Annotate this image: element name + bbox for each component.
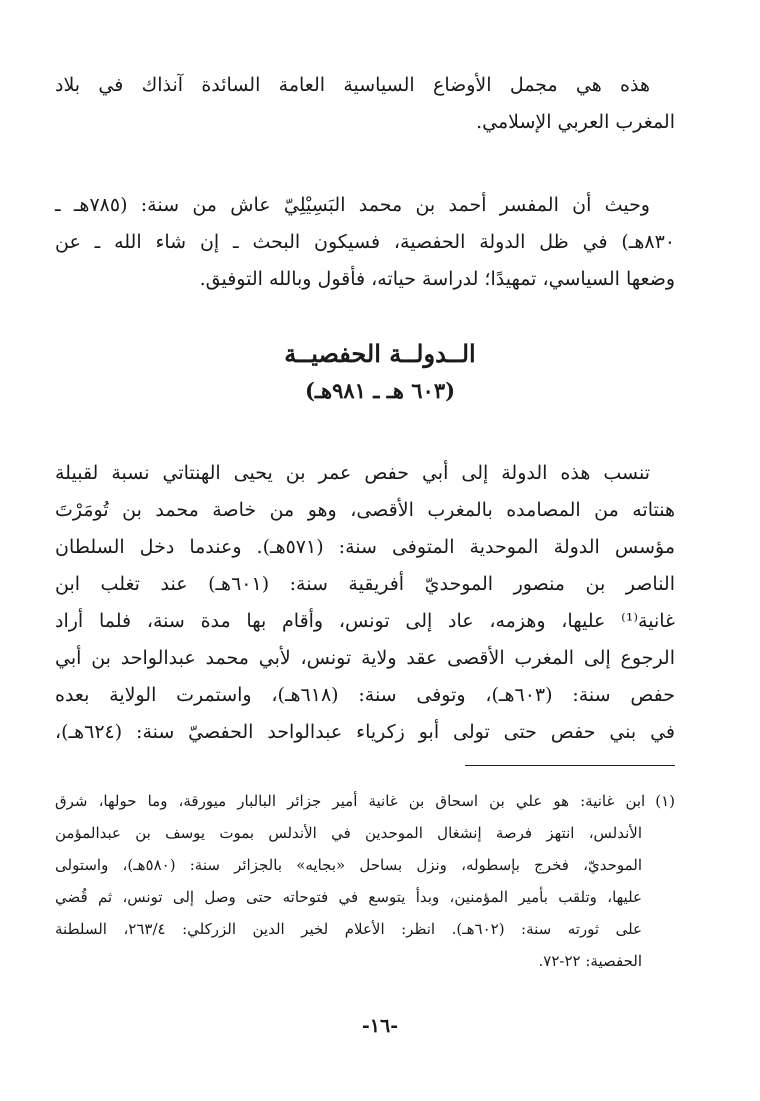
- hafsid-line-3: مؤسس الدولة الموحدية المتوفى سنة: (٥٧١هـ). وعندما دخل السلطان: [55, 536, 675, 558]
- intro-line-1: هذه هي مجمل الأوضاع السياسية العامة السائدة آنذاك في بلاد: [55, 74, 650, 96]
- hafsid-line-7: حفص سنة: (٦٠٣هـ)، وتوفى سنة: (٦١٨هـ)، واستمرت الولاية بعده: [55, 684, 675, 706]
- intro-line-2: المغرب العربي الإسلامي.: [476, 111, 675, 133]
- footnote-line-6: الحفصية: ٢٢-٧٢.: [538, 952, 642, 970]
- footnote-line-4: عليها، وتلقب بأمير المؤمنين، وبدأ يتوسع في فتوحاته حتى وصل إلى تونس، ثم قُضي: [55, 888, 642, 906]
- hafsid-line-4: الناصر بن منصور الموحديّ أفريقية سنة: (٦٠١هـ) عند تغلب ابن: [55, 573, 676, 595]
- footnote-line-2: الأندلس، انتهز فرصة إنشغال الموحدين في الأندلس بموت يوسف بن عبدالمؤمن: [55, 824, 642, 842]
- hafsid-line-5: غانية⁽¹⁾ عليها، وهزمه، عاد إلى تونس، وأقام بها مدة سنة، فلما أراد: [55, 610, 675, 632]
- hafsid-line-1: تنسب هذه الدولة إلى أبي حفص عمر بن يحيى الهنتاتي نسبة لقبيلة: [55, 462, 650, 484]
- footnote-marker: (١): [655, 792, 675, 810]
- bsili-line-3: وضعها السياسي، تمهيدًا؛ لدراسة حياته، فأقول وبالله التوفيق.: [199, 268, 675, 290]
- footnote-line-3: الموحديّ، فخرج بإسطوله، ونزل بساحل «بجايه» بالجزائر سنة: (٥٨٠هـ)، واستولى: [55, 856, 642, 874]
- page-number: -١٦-: [361, 1015, 399, 1037]
- footnote-line-5: على ثورته سنة: (٦٠٢هـ). انظر: الأعلام لخير الدين الزركلي: ٢٦٣/٤، السلطنة: [55, 920, 642, 938]
- bsili-line-1: وحيث أن المفسر أحمد بن محمد البَسِيْلِيّ عاش من سنة: (٧٨٥هـ ـ: [55, 194, 650, 216]
- footnote-divider: [465, 765, 675, 766]
- hafsid-line-2: هنتاته من المصامده بالمغرب الأقصى، وهو من خاصة محمد بن تُومَرْتَ: [55, 499, 675, 521]
- section-title: الــدولــة الحفصيــة: [284, 339, 476, 368]
- hafsid-line-6: الرجوع إلى المغرب الأقصى عقد ولاية تونس، لأبي محمد عبدالواحد بن أبي: [55, 647, 675, 669]
- footnote-text-1: ابن غانية: هو علي بن اسحاق بن غانية أمير جزائر البالبار ميورقة، وما حولها، شرق: [55, 792, 646, 810]
- hafsid-line-8: في بني حفص حتى تولى أبو زكرياء عبدالواحد الحفصيّ سنة: (٦٢٤هـ)،: [55, 721, 675, 743]
- footnote-line-1: [55, 786, 675, 816]
- section-dates: (٦٠٣ هـ ـ ٩٨١هـ): [304, 378, 456, 403]
- bsili-line-2: ٨٣٠هـ) في ظل الدولة الحفصية، فسيكون البحث ـ إن شاء الله ـ عن: [55, 231, 675, 253]
